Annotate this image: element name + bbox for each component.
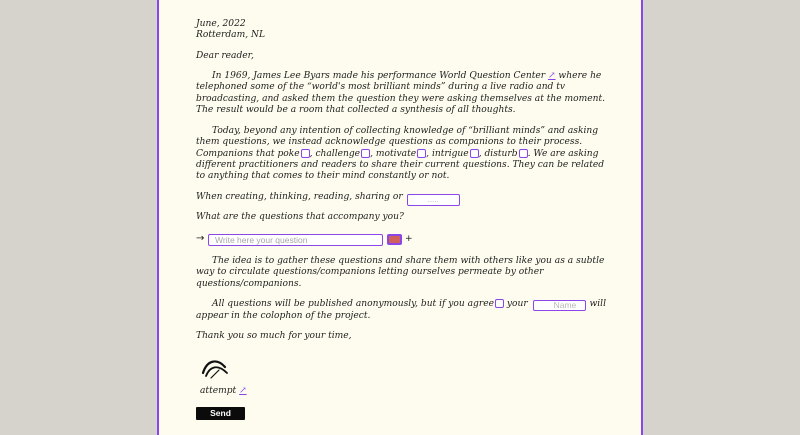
checkbox-motivate[interactable] <box>417 149 426 158</box>
closing-line: Thank you so much for your time, <box>196 331 352 341</box>
letter-page <box>157 0 643 435</box>
send-button[interactable]: Send <box>196 407 245 420</box>
checkbox-disturb[interactable] <box>519 149 528 158</box>
activity-prompt: When creating, thinking, reading, sharing or <box>196 192 403 202</box>
anonymous-text-start: All questions will be published anonymously, but if you agree <box>212 299 494 309</box>
paragraph-intro <box>196 71 606 116</box>
name-input[interactable]: Name <box>533 300 586 311</box>
question-prompt: What are the questions that accompany you? <box>196 212 404 222</box>
option-challenge-label: challenge <box>315 148 361 159</box>
activity-line <box>196 192 606 206</box>
companions-outro: . We are asking different practitioners and readers to share their current questions. They can be related to anything that comes to their mind constantly or not. <box>196 148 605 182</box>
arrow-right-icon: → <box>196 233 205 244</box>
add-question-button[interactable]: + <box>405 234 413 244</box>
attempt-line <box>200 386 247 397</box>
signature-drawing <box>201 358 231 380</box>
paragraph-idea: The idea is to gather these questions and share them with others like you as a subtle way to circulate questions/companions letting ourselves permeate by other questions/companions. <box>196 256 605 289</box>
greeting: Dear reader, <box>196 51 254 61</box>
activity-input[interactable]: ..... <box>407 194 460 206</box>
option-poke-label: poke <box>277 148 300 159</box>
intro-text-start: In 1969, James Lee Byars made his performance World Question Center <box>212 71 548 81</box>
color-picker[interactable] <box>387 234 402 245</box>
question-row <box>196 234 456 247</box>
option-motivate-label: motivate <box>375 148 417 159</box>
companions-intro: Today, beyond any intention of collecting knowledge of “brilliant minds” and asking them questions, we instead acknowledge questions as companions to their process. Companions that <box>196 126 599 159</box>
letter-place: Rotterdam, NL <box>196 30 266 40</box>
external-link-icon[interactable]: ↗ <box>547 71 556 81</box>
intro-text-end: where he telephoned some of the “world's most brilliant minds” during a live radio and tv broadcasting, and asked them the question they were asking themselves at the moment. The result would be a room that collected a synthesis of all thoughts. <box>196 71 606 115</box>
attempt-label: attempt <box>200 386 237 396</box>
letter-date: June, 2022 <box>196 19 246 29</box>
anonymous-text-middle: your <box>503 299 531 309</box>
paragraph-anonymous <box>196 299 606 322</box>
option-intrigue-label: intrigue <box>431 148 469 159</box>
anonymous-text-end: will appear in the colophon of the project. <box>196 299 606 321</box>
checkbox-intrigue[interactable] <box>470 149 479 158</box>
checkbox-challenge[interactable] <box>361 149 370 158</box>
option-disturb-label: disturb <box>484 148 518 159</box>
agree-checkbox[interactable] <box>495 299 504 308</box>
checkbox-poke[interactable] <box>301 149 310 158</box>
paragraph-companions: Today, beyond any intention of collecting knowledge of “brilliant minds” and asking them questions, we instead acknowledge questions as companions to their process. Companions that poke , challenge , motivate , intrigue , disturb . We are asking different practitioners and readers to share their current questions. They can be related to anything that comes to their mind constantly or not. <box>196 126 605 182</box>
attempt-link-icon[interactable]: ↗ <box>239 386 247 396</box>
question-input[interactable]: Write here your question <box>208 234 383 246</box>
